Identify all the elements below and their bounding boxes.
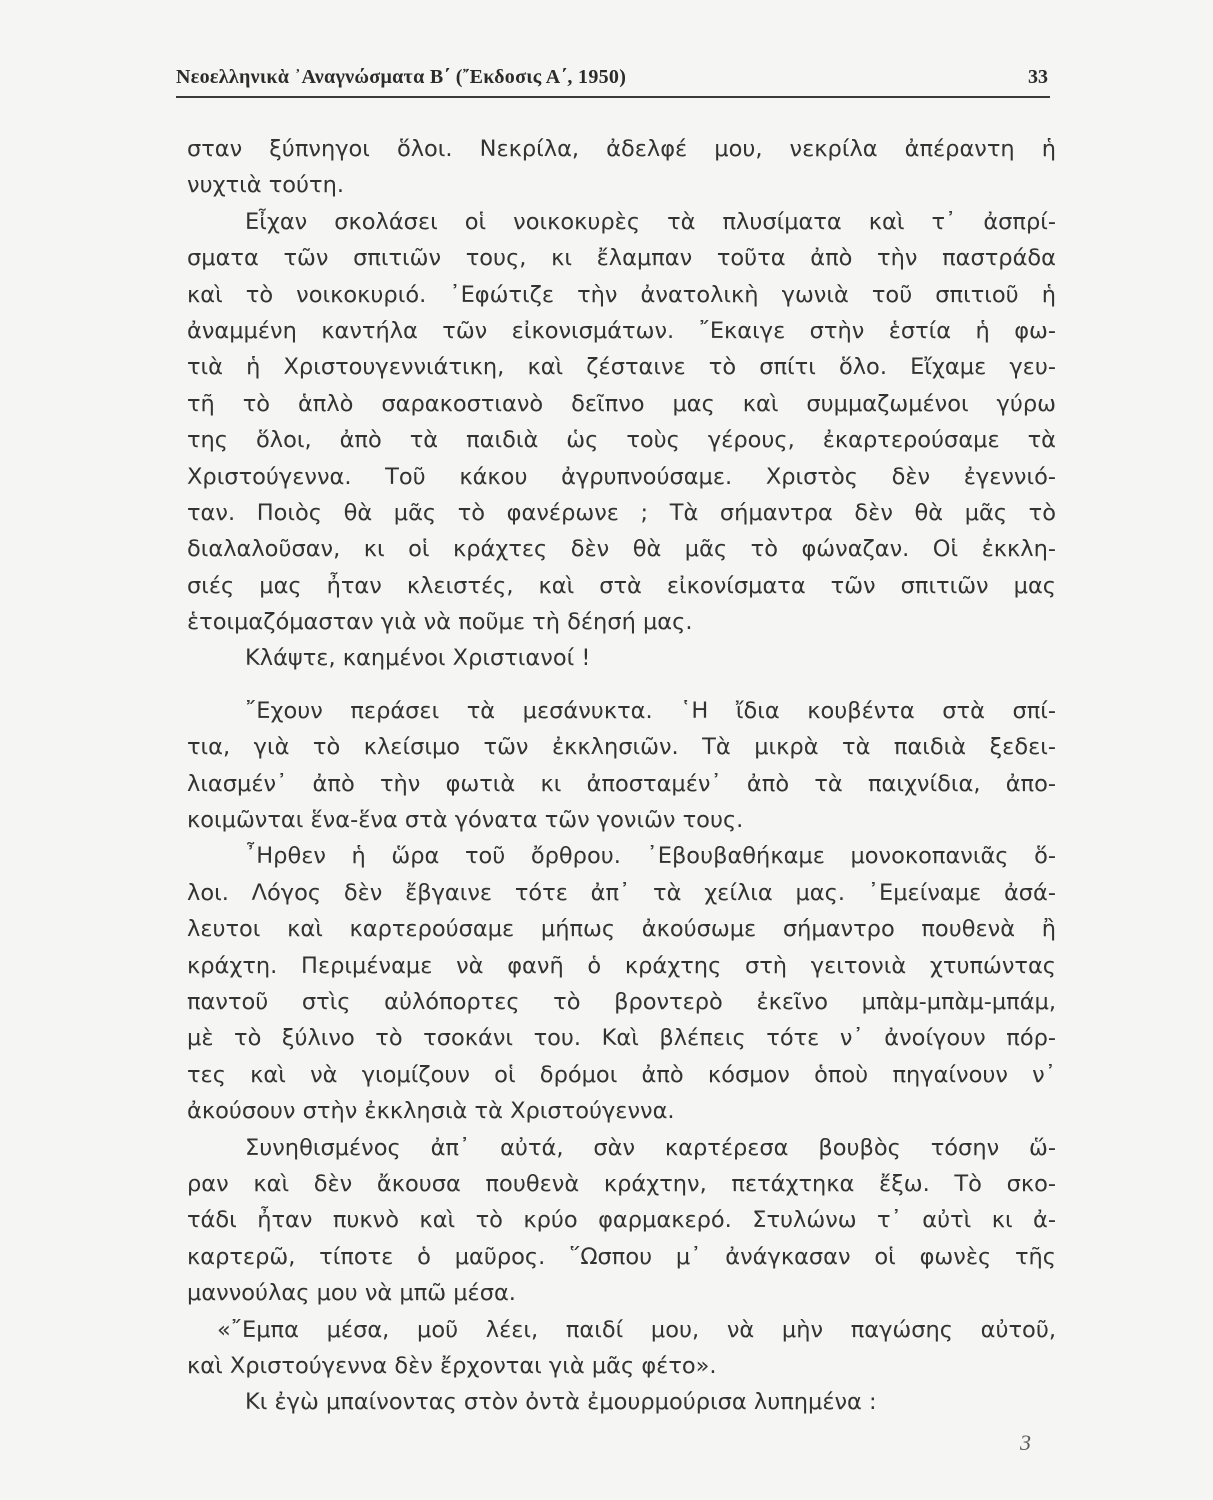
- text-line: ἀναμμένη καντήλα τῶν εἰκονισμάτων. ῎Εκαιγε στὴν ἑστία ἡ φω-: [187, 317, 1056, 344]
- text-line: Κλάψτε, καημένοι Χριστιανοί !: [245, 645, 591, 672]
- text-line: ἀκούσουν στὴν ἐκκλησιὰ τὰ Χριστούγεννα.: [187, 1098, 675, 1125]
- text-line: λοι. Λόγος δὲν ἔβγαινε τότε ἀπ᾿ τὰ χείλια μας. ᾿Εμείναμε ἀσά-: [187, 879, 1056, 906]
- text-line: καὶ Χριστούγεννα δὲν ἔρχονται γιὰ μᾶς φέτο».: [187, 1352, 717, 1379]
- text-line: κοιμῶνται ἕνα-ἕνα στὰ γόνατα τῶν γονιῶν τους.: [187, 807, 744, 834]
- header-title: Νεοελληνικὰ ᾿Αναγνώσματα Β΄ (῎Εκδοσις Α΄, 1950): [176, 66, 627, 88]
- text-line: Χριστούγεννα. Τοῦ κάκου ἀγρυπνούσαμε. Χριστὸς δὲν ἐγεννιό-: [187, 463, 1056, 490]
- text-line: ἑτοιμαζόμασταν γιὰ νὰ ποῦμε τὴ δέησή μας.: [187, 609, 693, 636]
- text-line: ραν καὶ δὲν ἄκουσα πουθενὰ κράχτην, πετάχτηκα ἔξω. Τὸ σκο-: [187, 1170, 1056, 1197]
- text-line: λευτοι καὶ καρτερούσαμε μήπως ἀκούσωμε σήμαντρο πουθενὰ ἢ: [187, 916, 1056, 943]
- text-line: παντοῦ στὶς αὐλόπορτες τὸ βροντερὸ ἐκεῖνο μπὰμ-μπὰμ-μπάμ,: [187, 988, 1056, 1015]
- text-line: σματα τῶν σπιτιῶν τους, κι ἔλαμπαν τοῦτα ἀπὸ τὴν παστράδα: [187, 245, 1056, 272]
- text-line: της ὅλοι, ἀπὸ τὰ παιδιὰ ὡς τοὺς γέρους, ἐκαρτερούσαμε τὰ: [187, 427, 1056, 454]
- text-line: τιὰ ἡ Χριστουγεννιάτικη, καὶ ζέσταινε τὸ σπίτι ὅλο. Εἴχαμε γευ-: [187, 354, 1056, 381]
- text-line: τῆ τὸ ἁπλὸ σαρακοστιανὸ δεῖπνο μας καὶ συμμαζωμένοι γύρω: [187, 390, 1056, 417]
- text-line: διαλαλοῦσαν, κι οἱ κράχτες δὲν θὰ μᾶς τὸ φώναζαν. Οἱ ἐκκλη-: [187, 536, 1056, 563]
- text-line: καρτερῶ, τίποτε ὁ μαῦρος. ῞Ωσπου μ᾿ ἀνάγκασαν οἱ φωνὲς τῆς: [187, 1243, 1056, 1270]
- text-line: «῎Εμπα μέσα, μοῦ λέει, παιδί μου, νὰ μὴν παγώσης αὐτοῦ,: [217, 1316, 1056, 1343]
- header-page-number: 33: [1028, 66, 1048, 88]
- text-line: ταν. Ποιὸς θὰ μᾶς τὸ φανέρωνε ; Τὰ σήμαντρα δὲν θὰ μᾶς τὸ: [187, 499, 1056, 526]
- text-line: καὶ τὸ νοικοκυριό. ᾿Εφώτιζε τὴν ἀνατολικὴ γωνιὰ τοῦ σπιτιοῦ ἡ: [187, 281, 1056, 308]
- text-line: σιές μας ἦταν κλειστές, καὶ στὰ εἰκονίσματα τῶν σπιτιῶν μας: [187, 572, 1056, 599]
- text-line: νυχτιὰ τούτη.: [187, 172, 345, 199]
- text-line: τάδι ἦταν πυκνὸ καὶ τὸ κρύο φαρμακερό. Στυλώνω τ᾿ αὐτὶ κι ἀ-: [187, 1207, 1056, 1234]
- signature-mark: 3: [1020, 1430, 1031, 1455]
- text-line: κράχτη. Περιμέναμε νὰ φανῆ ὁ κράχτης στὴ γειτονιὰ χτυπώντας: [187, 952, 1056, 979]
- text-line: λιασμέν᾿ ἀπὸ τὴν φωτιὰ κι ἀποσταμέν᾿ ἀπὸ τὰ παιχνίδια, ἀπο-: [187, 770, 1056, 797]
- text-line: τες καὶ νὰ γιομίζουν οἱ δρόμοι ἀπὸ κόσμον ὁποὺ πηγαίνουν ν᾿: [187, 1061, 1056, 1088]
- text-line: ῎Εχουν περάσει τὰ μεσάνυκτα. ῾Η ἴδια κουβέντα στὰ σπί-: [245, 697, 1056, 724]
- text-line: Συνηθισμένος ἀπ᾿ αὐτά, σὰν καρτέρεσα βουβὸς τόσην ὥ-: [245, 1134, 1056, 1161]
- text-line: ῏Ηρθεν ἡ ὥρα τοῦ ὄρθρου. ᾿Εβουβαθήκαμε μονοκοπανιᾶς ὅ-: [245, 843, 1056, 870]
- text-line: μὲ τὸ ξύλινο τὸ τσοκάνι του. Καὶ βλέπεις τότε ν᾿ ἀνοίγουν πόρ-: [187, 1025, 1056, 1052]
- text-line: Κι ἐγὼ μπαίνοντας στὸν ὀντὰ ἐμουρμούρισα λυπημένα :: [245, 1389, 877, 1416]
- running-header: [176, 64, 1050, 98]
- paragraph-gap: [187, 677, 1056, 693]
- body-text: [187, 131, 1056, 1421]
- text-line: τια, γιὰ τὸ κλείσιμο τῶν ἐκκλησιῶν. Τὰ μικρὰ τὰ παιδιὰ ξεδει-: [187, 734, 1056, 761]
- text-line: σταν ξύπνηγοι ὅλοι. Νεκρίλα, ἀδελφέ μου, νεκρίλα ἀπέραντη ἡ: [187, 136, 1056, 162]
- text-line: μαννούλας μου νὰ μπῶ μέσα.: [187, 1280, 516, 1307]
- text-line: Εἶχαν σκολάσει οἱ νοικοκυρὲς τὰ πλυσίματα καὶ τ᾿ ἀσπρί-: [245, 208, 1056, 235]
